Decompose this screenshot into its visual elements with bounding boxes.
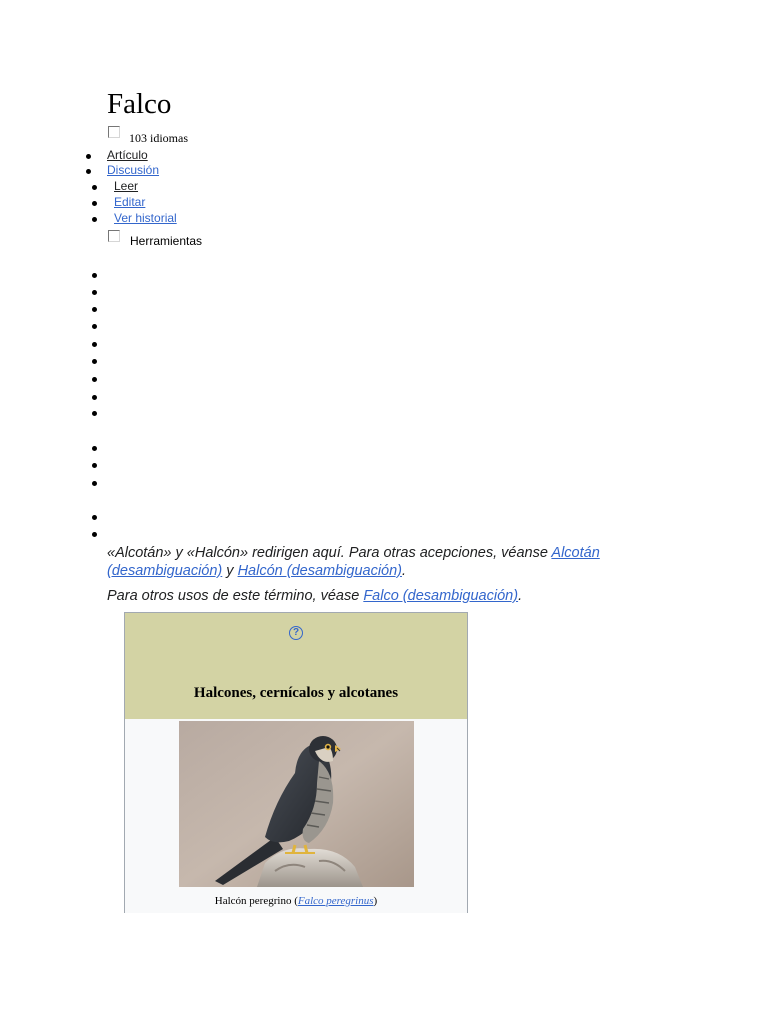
link-alcotan-disambiguation[interactable]: Alcotán (desambiguación): [107, 545, 600, 579]
languages-label[interactable]: 103 idiomas: [129, 131, 188, 145]
list-bullet: [92, 377, 97, 382]
photo-caption: Halcón peregrino (Falco peregrinus): [214, 895, 378, 907]
list-bullet: [92, 446, 97, 451]
tools-checkbox[interactable]: [108, 230, 120, 242]
list-bullet: [92, 324, 97, 329]
question-mark-icon[interactable]: ?: [289, 626, 303, 640]
list-bullet: [86, 154, 91, 159]
list-bullet: [92, 307, 97, 312]
tools-label[interactable]: Herramientas: [130, 234, 203, 248]
tab-article[interactable]: Artículo: [107, 148, 148, 162]
list-bullet: [92, 532, 97, 537]
list-bullet: [92, 217, 97, 222]
taxobox-header: [125, 613, 467, 719]
list-bullet: [92, 342, 97, 347]
link-falco-peregrinus[interactable]: Falco peregrinus: [297, 895, 374, 907]
list-bullet: [86, 169, 91, 174]
list-bullet: [92, 273, 97, 278]
list-bullet: [92, 185, 97, 190]
list-bullet: [92, 201, 97, 206]
tab-discussion[interactable]: Discusión: [107, 163, 160, 177]
list-bullet: [92, 463, 97, 468]
list-bullet: [92, 411, 97, 416]
link-falco-disambiguation[interactable]: Falco (desambiguación): [363, 588, 519, 604]
tab-edit[interactable]: Editar: [114, 195, 146, 209]
languages-checkbox[interactable]: [108, 126, 120, 138]
taxobox-title: Halcones, cernícalos y alcotanes: [193, 685, 399, 701]
page-title: Falco: [107, 88, 172, 120]
tab-read[interactable]: Leer: [114, 179, 139, 193]
taxobox: [124, 612, 468, 913]
peregrine-falcon-photo[interactable]: [179, 721, 414, 887]
list-bullet: [92, 481, 97, 486]
list-bullet: [92, 515, 97, 520]
list-bullet: [92, 359, 97, 364]
link-halcon-disambiguation[interactable]: Halcón (desambiguación): [237, 563, 402, 579]
list-bullet: [92, 290, 97, 295]
list-bullet: [92, 395, 97, 400]
tab-history[interactable]: Ver historial: [114, 211, 177, 225]
hatnote-other-uses: Para otros usos de este término, véase Falco (desambiguación).: [107, 588, 523, 604]
hatnote-redirect: «Alcotán» y «Halcón» redirigen aquí. Para otras acepciones, véanse Alcotán (desambiguación) y Halcón (desambiguación).: [107, 545, 600, 579]
